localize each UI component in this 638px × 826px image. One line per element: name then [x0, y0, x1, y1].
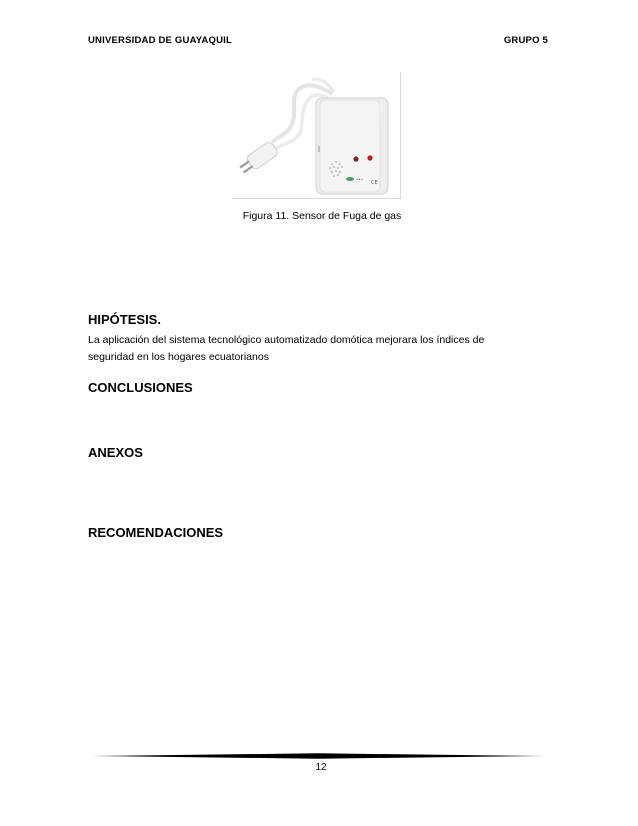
- hipotesis-line-2: seguridad en los hogares ecuatorianos: [88, 351, 269, 363]
- figure-caption: Figura 11. Sensor de Fuga de gas: [242, 210, 402, 222]
- heading-conclusiones: CONCLUSIONES: [88, 380, 193, 395]
- figure-gas-sensor: [232, 72, 401, 199]
- page-number: 12: [315, 762, 327, 773]
- svg-text:CE: CE: [371, 180, 378, 186]
- gas-sensor-icon: [232, 72, 400, 198]
- footer-divider: [92, 753, 544, 759]
- svg-text:•••: •••: [356, 177, 364, 182]
- hipotesis-paragraph: [88, 332, 548, 366]
- header-group: GRUPO 5: [503, 35, 548, 46]
- header-university: UNIVERSIDAD DE GUAYAQUIL: [88, 35, 232, 46]
- heading-anexos: ANEXOS: [88, 445, 143, 460]
- hipotesis-line-1: La aplicación del sistema tecnológico automatizado domótica mejorara los índices de: [88, 334, 485, 346]
- heading-recomendaciones: RECOMENDACIONES: [88, 525, 224, 540]
- heading-hipotesis: HIPÓTESIS.: [88, 312, 161, 327]
